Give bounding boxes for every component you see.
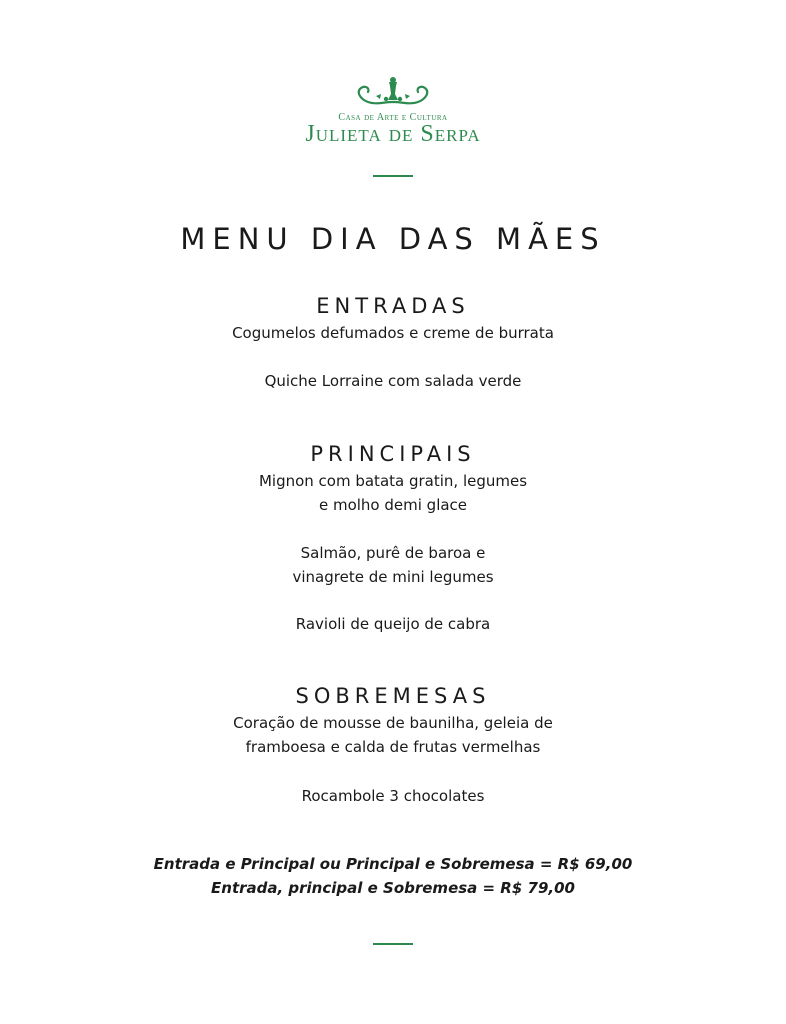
menu-item: Coração de mousse de baunilha, geleia de (233, 714, 553, 732)
menu-item: vinagrete de mini legumes (292, 568, 494, 586)
price-line: Entrada, principal e Sobremesa = R$ 79,00 (211, 879, 575, 897)
price-line: Entrada e Principal ou Principal e Sobremesa = R$ 69,00 (153, 855, 633, 873)
menu-item: Mignon com batata gratin, legumes (258, 472, 528, 490)
menu-item: Cogumelos defumados e creme de burrata (232, 324, 554, 342)
menu-item: e molho demi glace (318, 496, 468, 514)
section-heading-principais: PRINCIPAIS (310, 442, 476, 466)
logo-subtitle: Casa de Arte e Cultura (338, 112, 448, 123)
menu-item: framboesa e calda de frutas vermelhas (245, 738, 541, 756)
bottom-divider (373, 943, 413, 945)
menu-item: Quiche Lorraine com salada verde (264, 372, 522, 390)
logo-name: Julieta de Serpa (305, 121, 481, 147)
top-divider (373, 175, 413, 177)
menu-title: MENU DIA DAS MÃES (180, 222, 606, 256)
logo (0, 72, 786, 148)
ornamental-scroll-icon (348, 72, 438, 110)
section-heading-sobremesas: SOBREMESAS (295, 684, 491, 708)
menu-item: Ravioli de queijo de cabra (295, 615, 491, 633)
menu-item: Salmão, purê de baroa e (300, 544, 486, 562)
section-heading-entradas: ENTRADAS (316, 294, 470, 318)
menu-item: Rocambole 3 chocolates (301, 787, 485, 805)
